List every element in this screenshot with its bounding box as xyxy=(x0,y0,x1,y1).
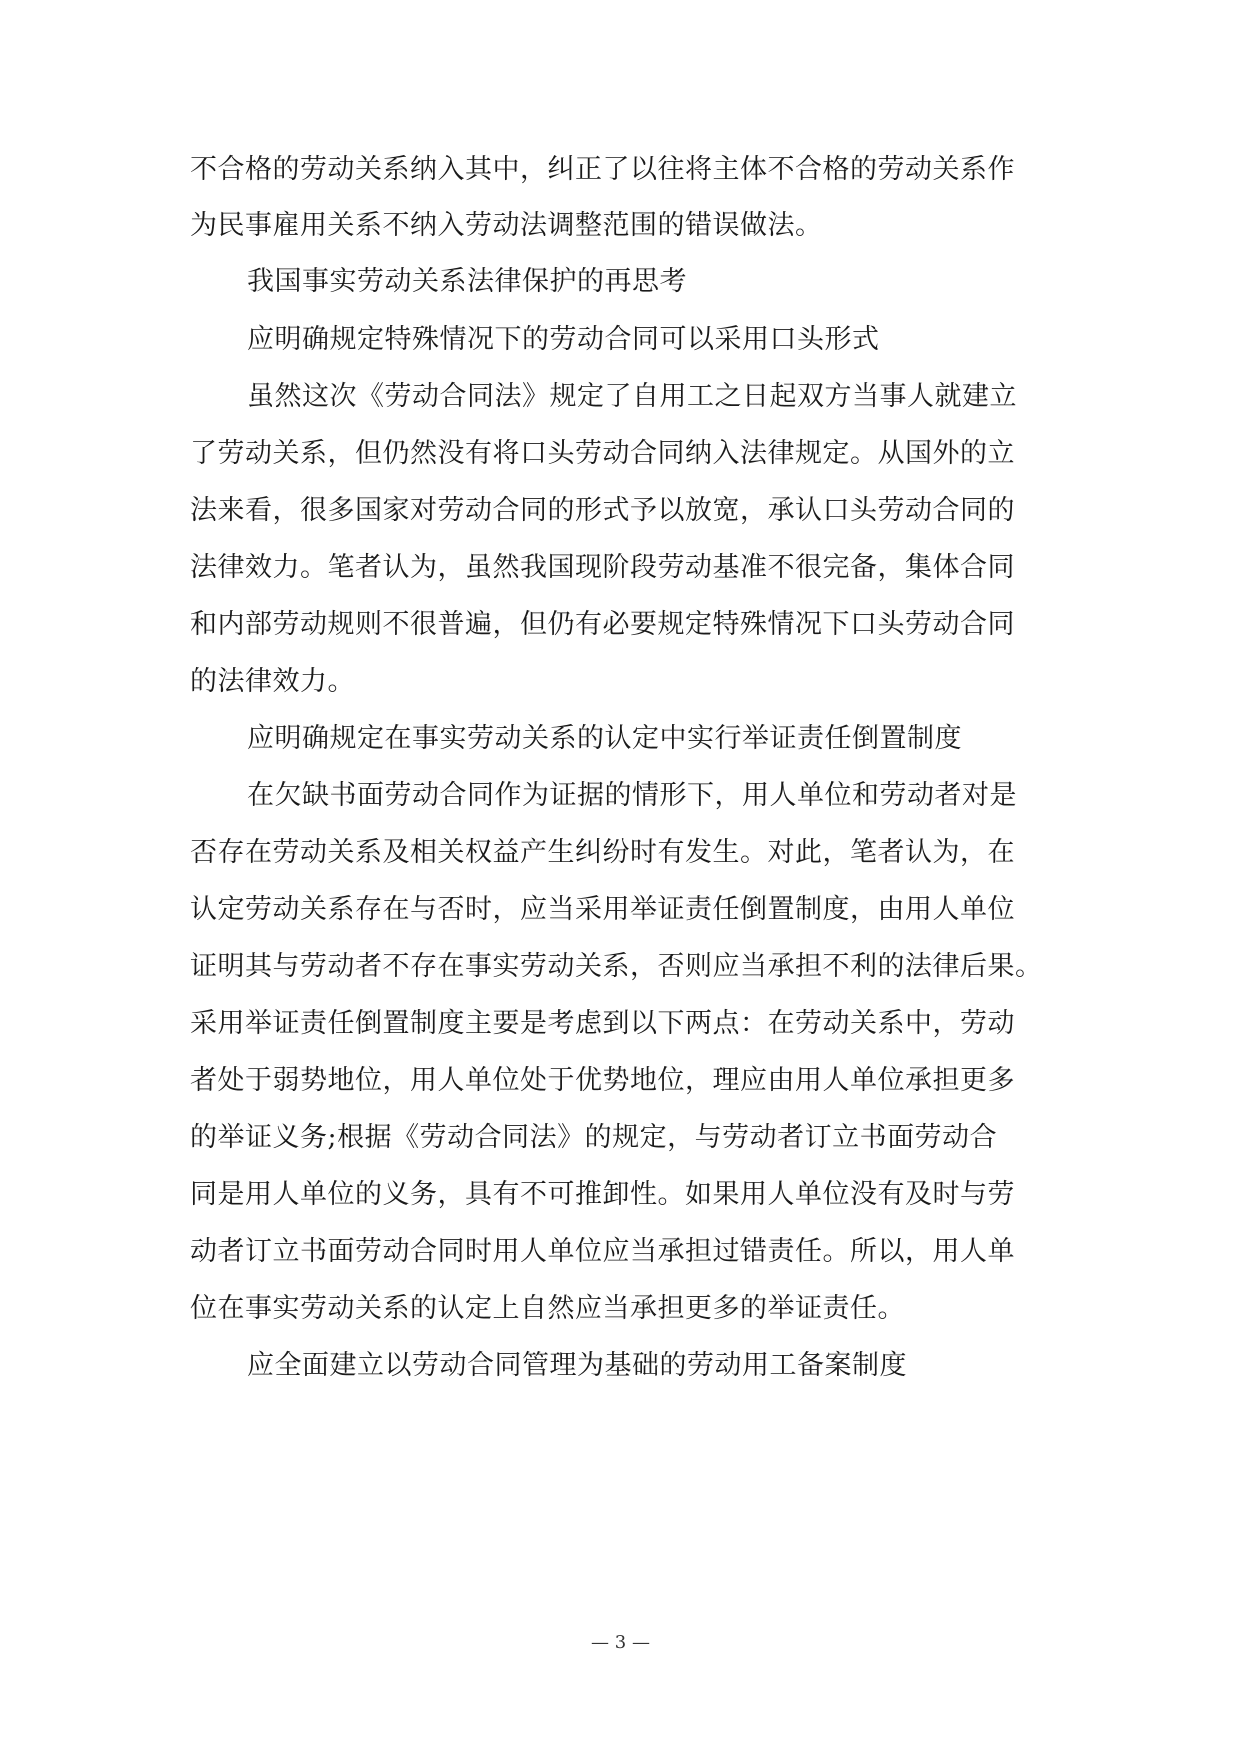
text-line: 在欠缺书面劳动合同作为证据的情形下，用人单位和劳动者对是 xyxy=(247,780,1017,811)
section-heading: 应全面建立以劳动合同管理为基础的劳动用工备案制度 xyxy=(247,1350,907,1381)
text-line: 否存在劳动关系及相关权益产生纠纷时有发生。对此，笔者认为，在 xyxy=(190,837,1015,868)
text-line: 了劳动关系，但仍然没有将口头劳动合同纳入法律规定。从国外的立 xyxy=(190,438,1015,469)
text-line: 同是用人单位的义务，具有不可推卸性。如果用人单位没有及时与劳 xyxy=(190,1179,1015,1210)
text-line: 动者订立书面劳动合同时用人单位应当承担过错责任。所以，用人单 xyxy=(190,1236,1015,1267)
text-line: 者处于弱势地位，用人单位处于优势地位，理应由用人单位承担更多 xyxy=(190,1065,1015,1096)
text-line: 虽然这次《劳动合同法》规定了自用工之日起双方当事人就建立 xyxy=(247,381,1017,412)
page-number: — 3 — xyxy=(591,1632,650,1653)
section-heading: 应明确规定特殊情况下的劳动合同可以采用口头形式 xyxy=(247,324,880,355)
section-heading: 应明确规定在事实劳动关系的认定中实行举证责任倒置制度 xyxy=(247,723,962,754)
text-line: 采用举证责任倒置制度主要是考虑到以下两点：在劳动关系中，劳动 xyxy=(190,1008,1015,1039)
section-heading: 我国事实劳动关系法律保护的再思考 xyxy=(247,266,687,297)
text-line: 的举证义务;根据《劳动合同法》的规定，与劳动者订立书面劳动合 xyxy=(190,1122,998,1153)
text-line: 认定劳动关系存在与否时，应当采用举证责任倒置制度，由用人单位 xyxy=(190,894,1015,925)
text-line: 证明其与劳动者不存在事实劳动关系，否则应当承担不利的法律后果。 xyxy=(190,951,1043,982)
text-line: 法律效力。笔者认为，虽然我国现阶段劳动基准不很完备，集体合同 xyxy=(190,552,1015,583)
text-line: 的法律效力。 xyxy=(190,666,355,697)
text-line: 和内部劳动规则不很普遍，但仍有必要规定特殊情况下口头劳动合同 xyxy=(190,609,1015,640)
text-line: 位在事实劳动关系的认定上自然应当承担更多的举证责任。 xyxy=(190,1293,905,1324)
text-line: 不合格的劳动关系纳入其中，纠正了以往将主体不合格的劳动关系作 xyxy=(190,154,1015,185)
text-line: 为民事雇用关系不纳入劳动法调整范围的错误做法。 xyxy=(190,210,823,241)
text-line: 法来看，很多国家对劳动合同的形式予以放宽，承认口头劳动合同的 xyxy=(190,495,1015,526)
